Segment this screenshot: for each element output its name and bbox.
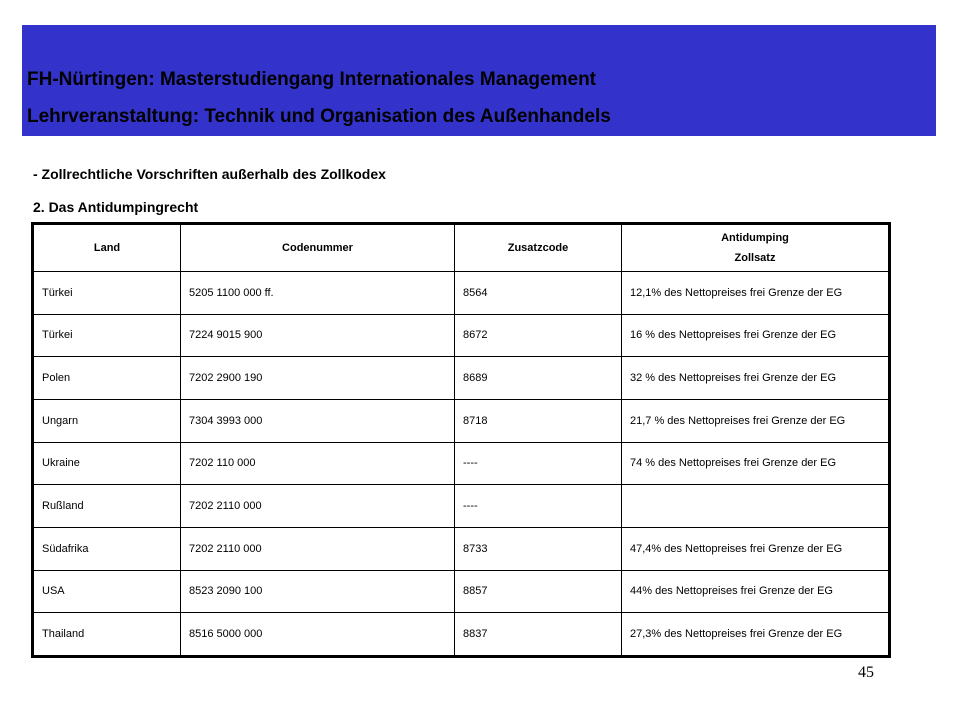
header-subtitle: Lehrveranstaltung: Technik und Organisation des Außenhandels bbox=[27, 106, 611, 127]
header-antidumping-zollsatz bbox=[622, 224, 890, 272]
table-row bbox=[33, 570, 890, 613]
table-row bbox=[33, 485, 890, 528]
cell-zusatzcode: 8564 bbox=[455, 272, 622, 315]
table-row bbox=[33, 357, 890, 400]
header-title: FH-Nürtingen: Masterstudiengang Internationales Management bbox=[27, 69, 596, 90]
section-heading: 2. Das Antidumpingrecht bbox=[33, 199, 199, 215]
cell-land: Ungarn bbox=[33, 399, 181, 442]
cell-zollsatz: 12,1% des Nettopreises frei Grenze der EG bbox=[622, 272, 890, 315]
header-codenummer: Codenummer bbox=[181, 224, 455, 272]
cell-land: USA bbox=[33, 570, 181, 613]
cell-land: Rußland bbox=[33, 485, 181, 528]
header-land: Land bbox=[33, 224, 181, 272]
cell-code: 7304 3993 000 bbox=[181, 399, 455, 442]
cell-zusatzcode: ---- bbox=[455, 485, 622, 528]
cell-code: 5205 1100 000 ff. bbox=[181, 272, 455, 315]
antidumping-table bbox=[31, 222, 891, 658]
page-number: 45 bbox=[858, 664, 874, 681]
cell-zollsatz: 27,3% des Nettopreises frei Grenze der EG bbox=[622, 613, 890, 657]
header-zusatzcode: Zusatzcode bbox=[455, 224, 622, 272]
table-header-row bbox=[33, 224, 890, 272]
cell-land: Polen bbox=[33, 357, 181, 400]
cell-zusatzcode: 8837 bbox=[455, 613, 622, 657]
cell-zollsatz: 74 % des Nettopreises frei Grenze der EG bbox=[622, 442, 890, 485]
cell-zusatzcode: 8689 bbox=[455, 357, 622, 400]
cell-zollsatz: 21,7 % des Nettopreises frei Grenze der EG bbox=[622, 399, 890, 442]
cell-code: 7224 9015 900 bbox=[181, 314, 455, 357]
table-row bbox=[33, 272, 890, 315]
cell-code: 7202 2110 000 bbox=[181, 485, 455, 528]
cell-zusatzcode: 8857 bbox=[455, 570, 622, 613]
table-row bbox=[33, 314, 890, 357]
header-banner bbox=[22, 25, 936, 136]
table-row bbox=[33, 613, 890, 657]
header-antidumping: Antidumping bbox=[721, 232, 789, 244]
header-zollsatz: Zollsatz bbox=[734, 252, 776, 264]
cell-code: 8516 5000 000 bbox=[181, 613, 455, 657]
table-row bbox=[33, 527, 890, 570]
cell-land: Türkei bbox=[33, 272, 181, 315]
section-subtitle: - Zollrechtliche Vorschriften außerhalb des Zollkodex bbox=[33, 166, 386, 182]
cell-land: Ukraine bbox=[33, 442, 181, 485]
cell-code: 7202 2110 000 bbox=[181, 527, 455, 570]
cell-zusatzcode: 8733 bbox=[455, 527, 622, 570]
cell-zollsatz: 47,4% des Nettopreises frei Grenze der EG bbox=[622, 527, 890, 570]
table-row bbox=[33, 399, 890, 442]
cell-zusatzcode: ---- bbox=[455, 442, 622, 485]
cell-zollsatz: 32 % des Nettopreises frei Grenze der EG bbox=[622, 357, 890, 400]
cell-zollsatz bbox=[622, 485, 890, 528]
cell-land: Thailand bbox=[33, 613, 181, 657]
cell-land: Südafrika bbox=[33, 527, 181, 570]
cell-land: Türkei bbox=[33, 314, 181, 357]
cell-zusatzcode: 8718 bbox=[455, 399, 622, 442]
cell-code: 7202 110 000 bbox=[181, 442, 455, 485]
cell-code: 8523 2090 100 bbox=[181, 570, 455, 613]
cell-zusatzcode: 8672 bbox=[455, 314, 622, 357]
cell-zollsatz: 44% des Nettopreises frei Grenze der EG bbox=[622, 570, 890, 613]
cell-zollsatz: 16 % des Nettopreises frei Grenze der EG bbox=[622, 314, 890, 357]
table-row bbox=[33, 442, 890, 485]
cell-code: 7202 2900 190 bbox=[181, 357, 455, 400]
